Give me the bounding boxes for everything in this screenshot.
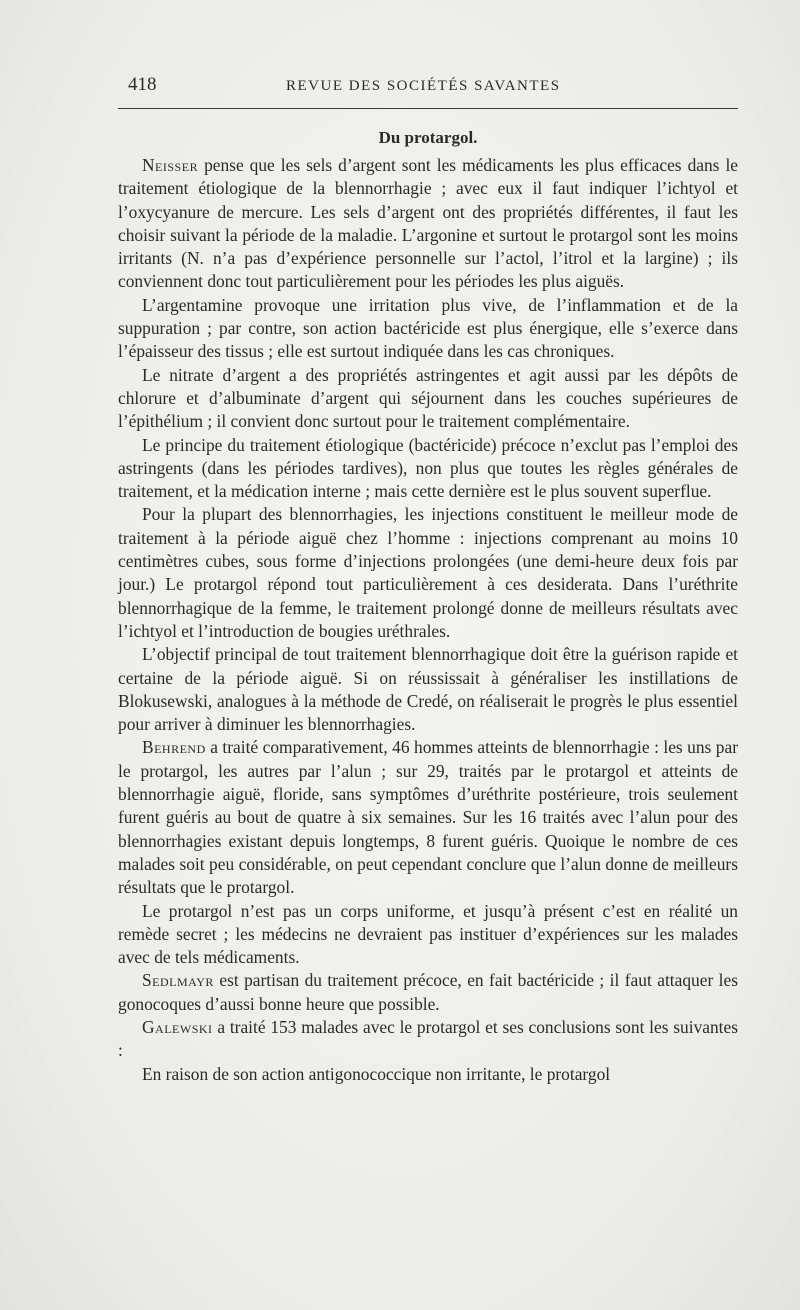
paragraph-text: Le nitrate d’argent a des propriétés astringentes et agit aussi par les dépôts de chlorure et d’albuminate d’argent qui séjournent dans les couches supérieures de l’épithélium ; il convient donc surtout pour le traitement complémentaire. (118, 364, 738, 432)
paragraph-text: En raison de son action antigonococcique non irritante, le protargol (142, 1063, 611, 1084)
paragraph-6 (118, 643, 738, 736)
running-header (118, 74, 738, 104)
paragraph-text: Pour la plupart des blennorrhagies, les injections constituent le meilleur mode de traitement à la période aiguë chez l’homme : injections comprenant au moins 10 centimètres cubes, sous forme d’injections prolongées (une demi-heure deux fois par jour.) Le protargol répond tout particulièrement à ces desiderata. Dans l’uréthrite blennorrhagique de la femme, le traitement prolongé donne de meilleurs résultats avec l’ichtyol et l’introduction de bougies uréthrales. (118, 504, 738, 641)
paragraph-text: L’objectif principal de tout traitement blennorrhagique doit être la guérison rapide et certaine de la période aiguë. Si on réussissait à généraliser les instillations de Blokusewski, analogues à la méthode de Credé, on réaliserait le progrès le plus essentiel pour arriver à diminuer les blennorrhagies. (118, 644, 738, 735)
paragraph-1 (118, 154, 738, 294)
paragraph-10 (118, 1016, 738, 1063)
header-rule (118, 108, 738, 109)
paragraph-4 (118, 434, 738, 504)
author-name: Galewski (142, 1016, 213, 1037)
paragraph-8 (118, 900, 738, 970)
section-title: Du protargol. (378, 128, 478, 147)
paragraph-5 (118, 503, 738, 643)
author-name: Sedlmayr (142, 970, 214, 991)
running-title: REVUE DES SOCIÉTÉS SAVANTES (286, 78, 561, 94)
paragraph-text: Le protargol n’est pas un corps uniforme, et jusqu’à présent c’est en réalité un remède secret ; les médecins ne devraient pas instituer d’expériences sur les malades avec de tels médicaments. (118, 900, 738, 968)
paragraph-2 (118, 294, 738, 364)
author-name: Neisser (142, 155, 199, 175)
paragraph-9 (118, 969, 738, 1016)
paragraph-7 (118, 736, 738, 899)
article-body (118, 126, 738, 1086)
paragraph-11 (118, 1063, 738, 1086)
paragraph-text: a traité 153 malades avec le protargol et ses conclusions sont les suivantes : (118, 1016, 738, 1061)
paragraph-text: est partisan du traitement précoce, en fait bactéricide ; il faut attaquer les gonocoques d’aussi bonne heure que possible. (118, 970, 738, 1014)
paragraph-3 (118, 364, 738, 434)
paragraph-text: L’argentamine provoque une irritation plus vive, de l’inflammation et de la suppuration ; par contre, son action bactéricide est plus énergique, elle s’exerce dans l’épaisseur des tissus ; elle est surtout indiquée dans les cas chroniques. (118, 294, 738, 362)
page-number: 418 (128, 74, 157, 95)
author-name: Behrend (142, 737, 206, 758)
paragraph-text: a traité comparativement, 46 hommes atteints de blennorrhagie : les uns par le protargol, les autres par l’alun ; sur 29, traités par le protargol et atteints de blennorrhagie aiguë, floride, sans symptômes d’uréthrite postérieure, trois seulement furent guéris au bout de quatre à six semaines. Sur les 16 traités avec l’alun pour des blennorrhagies existant depuis longtemps, 8 furent guéris. Quoique le nombre de ces malades soit peu considérable, on peut cependant conclure que l’alun donne de meilleurs résultats que le protargol. (118, 737, 738, 898)
paragraph-text: pense que les sels d’argent sont les médicaments les plus efficaces dans le traitement étiologique de la blennorrhagie ; avec eux il faut indiquer l’ichtyol et l’oxycyanure de mercure. Les sels d’argent ont des propriétés différentes, il faut les choisir suivant la période de la maladie. L’argonine et surtout le protargol sont les moins irritants (N. n’a pas d’expérience personnelle sur l’actol, l’itrol et la largine) ; ils conviennent donc tout particulièrement pour les périodes les plus aiguës. (118, 155, 738, 292)
paragraph-text: Le principe du traitement étiologique (bactéricide) précoce n’exclut pas l’emploi des astringents (dans les périodes tardives), non plus que toutes les règles générales de traitement, et la médication interne ; mais cette dernière est le plus souvent superflue. (118, 434, 738, 502)
